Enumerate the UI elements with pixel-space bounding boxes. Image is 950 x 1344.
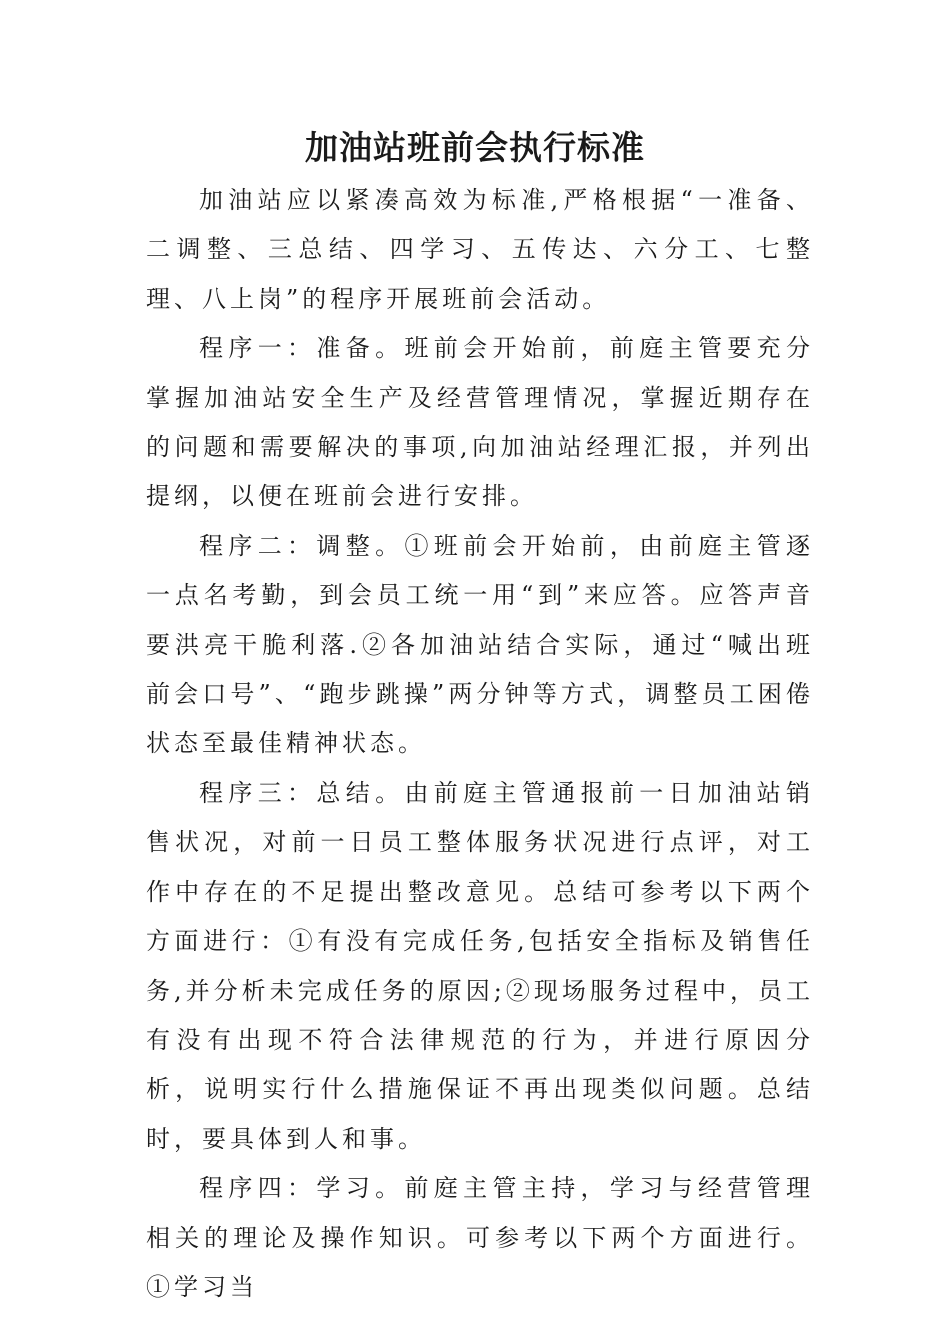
document-title: 加油站班前会执行标准: [305, 128, 645, 167]
paragraph-step-3: 程序三：总结。由前庭主管通报前一日加油站销售状况，对前一日员工整体服务状况进行点评，对工作中存在的不足提出整改意见。总结可参考以下两个方面进行：①有没有完成任务,包括安全指标及销售任务,并分析未完成任务的原因;②现场服务过程中，员工有没有出现不符合法律规范的行为，并进行原因分析，说明实行什么措施保证不再出现类似问题。总结时，要具体到人和事。: [146, 778, 814, 1153]
paragraph-step-2: 程序二：调整。①班前会开始前，由前庭主管逐一点名考勤，到会员工统一用“到”来应答。应答声音要洪亮干脆利落.②各加油站结合实际，通过“喊出班前会口号”、“跑步跳操”两分钟等方式，调整员工困倦状态至最佳精神状态。: [146, 531, 814, 758]
paragraph-intro: 加油站应以紧凑高效为标准,严格根据“一准备、二调整、三总结、四学习、五传达、六分工、七整理、八上岗”的程序开展班前会活动。: [146, 186, 814, 313]
document-body: [146, 176, 814, 1312]
paragraph-step-4: 程序四：学习。前庭主管主持，学习与经营管理相关的理论及操作知识。可参考以下两个方面进行。①学习当: [146, 1174, 814, 1301]
paragraph-step-1: 程序一：准备。班前会开始前，前庭主管要充分掌握加油站安全生产及经营管理情况，掌握近期存在的问题和需要解决的事项,向加油站经理汇报，并列出提纲，以便在班前会进行安排。: [146, 334, 814, 511]
